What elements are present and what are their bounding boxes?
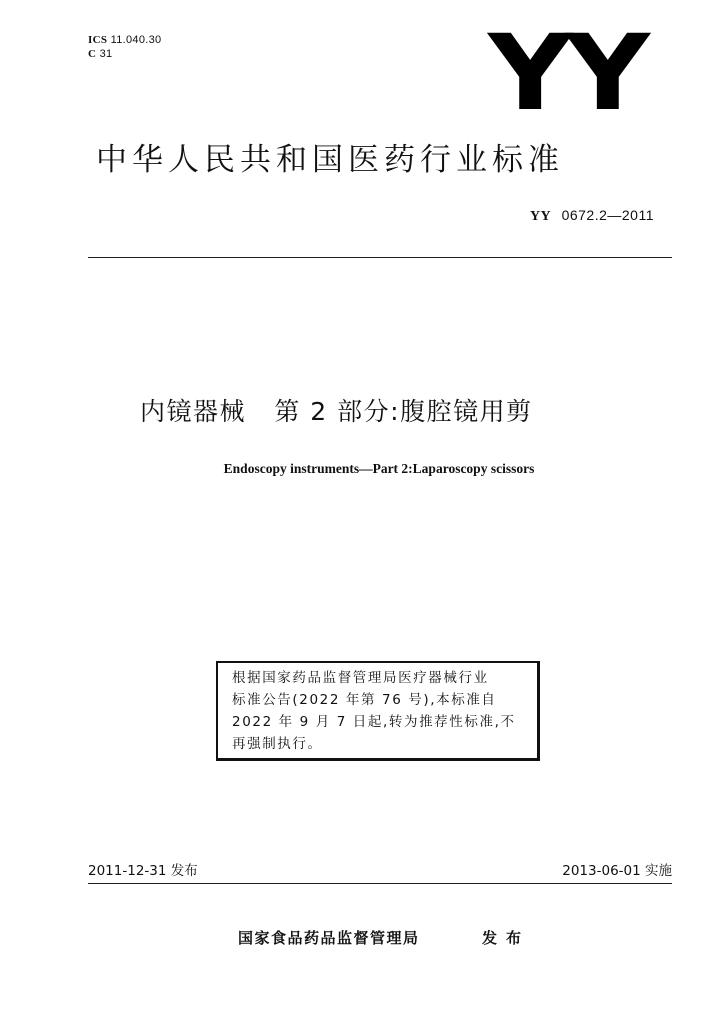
standard-number-value: 0672.2—2011 (561, 207, 654, 223)
issue-date: 2011-12-31 发布 (88, 863, 198, 879)
standard-number-prefix: YY (529, 209, 552, 224)
ccs-label: C (88, 48, 97, 60)
standard-number (530, 206, 654, 226)
issue-label: 发布 (482, 929, 531, 947)
ics-code: 11.040.30 (110, 34, 162, 46)
ics-label: ICS (88, 34, 108, 46)
notice-line: 2022 年 9 月 7 日起,转为推荐性标准,不 (232, 714, 516, 730)
notice-line: 根据国家药品监督管理局医疗器械行业 (232, 670, 489, 686)
top-divider (88, 257, 672, 258)
yy-standard-logo: YY (488, 12, 644, 134)
notice-line: 标准公告(2022 年第 76 号),本标准自 (232, 692, 497, 708)
document-title-chinese: 内镜器械 第 2 部分:腹腔镜用剪 (140, 397, 533, 426)
implementation-date: 2013-06-01 实施 (562, 863, 672, 879)
notice-box (216, 661, 540, 761)
ccs-classification (88, 48, 112, 61)
ics-classification (88, 34, 161, 47)
ccs-code: 31 (99, 48, 113, 60)
issuing-authority: 国家食品药品监督管理局 (238, 929, 420, 947)
document-title-english: Endoscopy instruments—Part 2:Laparoscopy scissors (223, 461, 535, 476)
bottom-divider (88, 883, 672, 884)
organization-title: 中华人民共和国医药行业标准 (96, 142, 564, 178)
notice-line: 再强制执行。 (232, 736, 323, 752)
